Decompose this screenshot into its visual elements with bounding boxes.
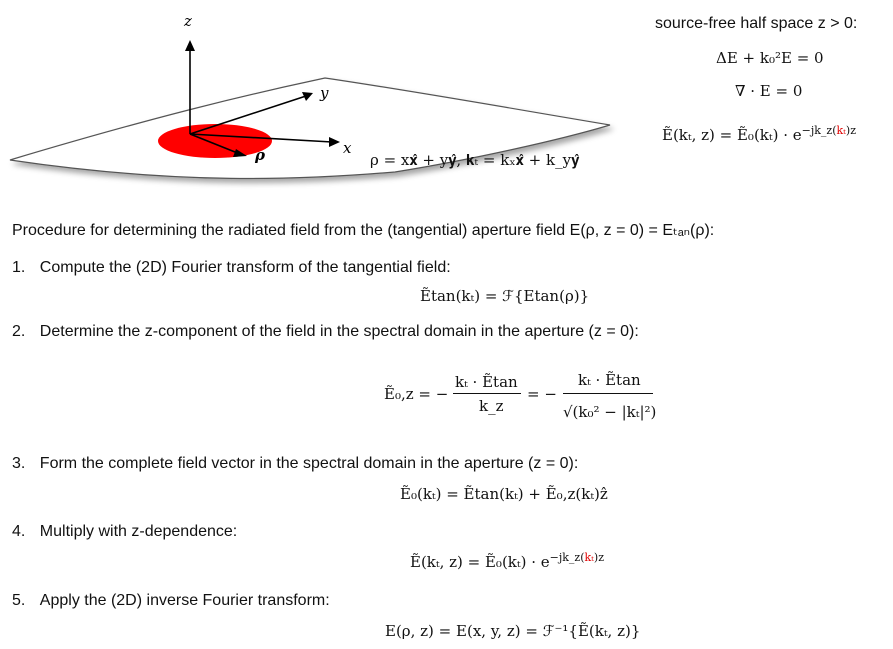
step-3-number: 3. bbox=[12, 455, 26, 472]
rho-label: ρ bbox=[255, 146, 265, 164]
step-4-text: Multiply with z-dependence: bbox=[39, 523, 238, 540]
x-axis-label: x bbox=[343, 139, 352, 157]
halfspace-text: source-free half space z > 0: bbox=[655, 15, 858, 32]
step-4-kt-red: kₜ bbox=[584, 551, 594, 564]
step-5-number: 5. bbox=[12, 592, 26, 609]
step-4-exp: −jk_z( bbox=[549, 551, 585, 564]
z-axis-label: z bbox=[184, 12, 192, 30]
rho-kt-definition: ρ = x𝐱̂ + y𝐲̂, 𝐤ₜ = kₓ𝐱̂ + k_y𝐲̂ bbox=[370, 151, 580, 169]
step-1-number: 1. bbox=[12, 259, 26, 276]
step-2-frac1-den: k_z bbox=[479, 397, 504, 415]
step-3-equation: Ẽ₀(kₜ) = Ẽtan(kₜ) + Ẽ₀,z(kₜ)ẑ bbox=[400, 485, 608, 503]
step-2-number: 2. bbox=[12, 323, 26, 340]
propagation-exp-end: )z bbox=[845, 124, 856, 137]
step-5-text: Apply the (2D) inverse Fourier transform: bbox=[39, 592, 330, 609]
propagation-exp: −jk_z( bbox=[801, 124, 837, 137]
divergence-equation: ∇ · E = 0 bbox=[735, 82, 803, 100]
propagation-main: Ẽ(kₜ, z) = Ẽ₀(kₜ) · e bbox=[662, 126, 802, 144]
step-2 bbox=[12, 323, 639, 341]
step-2-frac2-den: √(k₀² − |kₜ|²) bbox=[563, 403, 657, 421]
y-axis-label: y bbox=[320, 84, 329, 102]
step-2-frac2-num: kₜ · Ẽtan bbox=[578, 371, 641, 389]
step-4-number: 4. bbox=[12, 523, 26, 540]
step-3 bbox=[12, 455, 578, 473]
propagation-equation-header bbox=[662, 124, 856, 144]
step-2-frac1-bar bbox=[453, 393, 521, 394]
halfspace-label bbox=[655, 15, 857, 33]
step-2-frac2-bar bbox=[563, 393, 653, 394]
procedure-intro: Procedure for determining the radiated field from the (tangential) aperture field E(ρ, z = 0) = Eₜₐₙ(ρ): bbox=[12, 222, 715, 239]
step-2-mid: = − bbox=[527, 385, 557, 403]
step-2-lhs: Ẽ₀,z = − bbox=[384, 385, 449, 403]
step-1-text: Compute the (2D) Fourier transform of the tangential field: bbox=[39, 259, 451, 276]
z-axis-arrow bbox=[185, 40, 195, 51]
step-1 bbox=[12, 259, 451, 277]
propagation-kt-red: kₜ bbox=[836, 124, 846, 137]
step-4 bbox=[12, 523, 237, 541]
helmholtz-equation: ΔE + k₀²E = 0 bbox=[716, 49, 824, 67]
step-4-exp-end: )z bbox=[593, 551, 604, 564]
step-4-main: Ẽ(kₜ, z) = Ẽ₀(kₜ) · e bbox=[410, 553, 550, 571]
step-2-frac1-num: kₜ · Ẽtan bbox=[455, 373, 518, 391]
step-5 bbox=[12, 592, 330, 610]
step-2-text: Determine the z-component of the field in the spectral domain in the aperture (z = 0): bbox=[39, 323, 639, 340]
step-5-equation: E(ρ, z) = E(x, y, z) = ℱ⁻¹{Ẽ(kₜ, z)} bbox=[385, 622, 641, 640]
step-1-equation: Ẽtan(kₜ) = ℱ{Etan(ρ)} bbox=[420, 287, 590, 305]
step-3-text: Form the complete field vector in the spectral domain in the aperture (z = 0): bbox=[39, 455, 579, 472]
step-4-equation bbox=[410, 551, 604, 571]
